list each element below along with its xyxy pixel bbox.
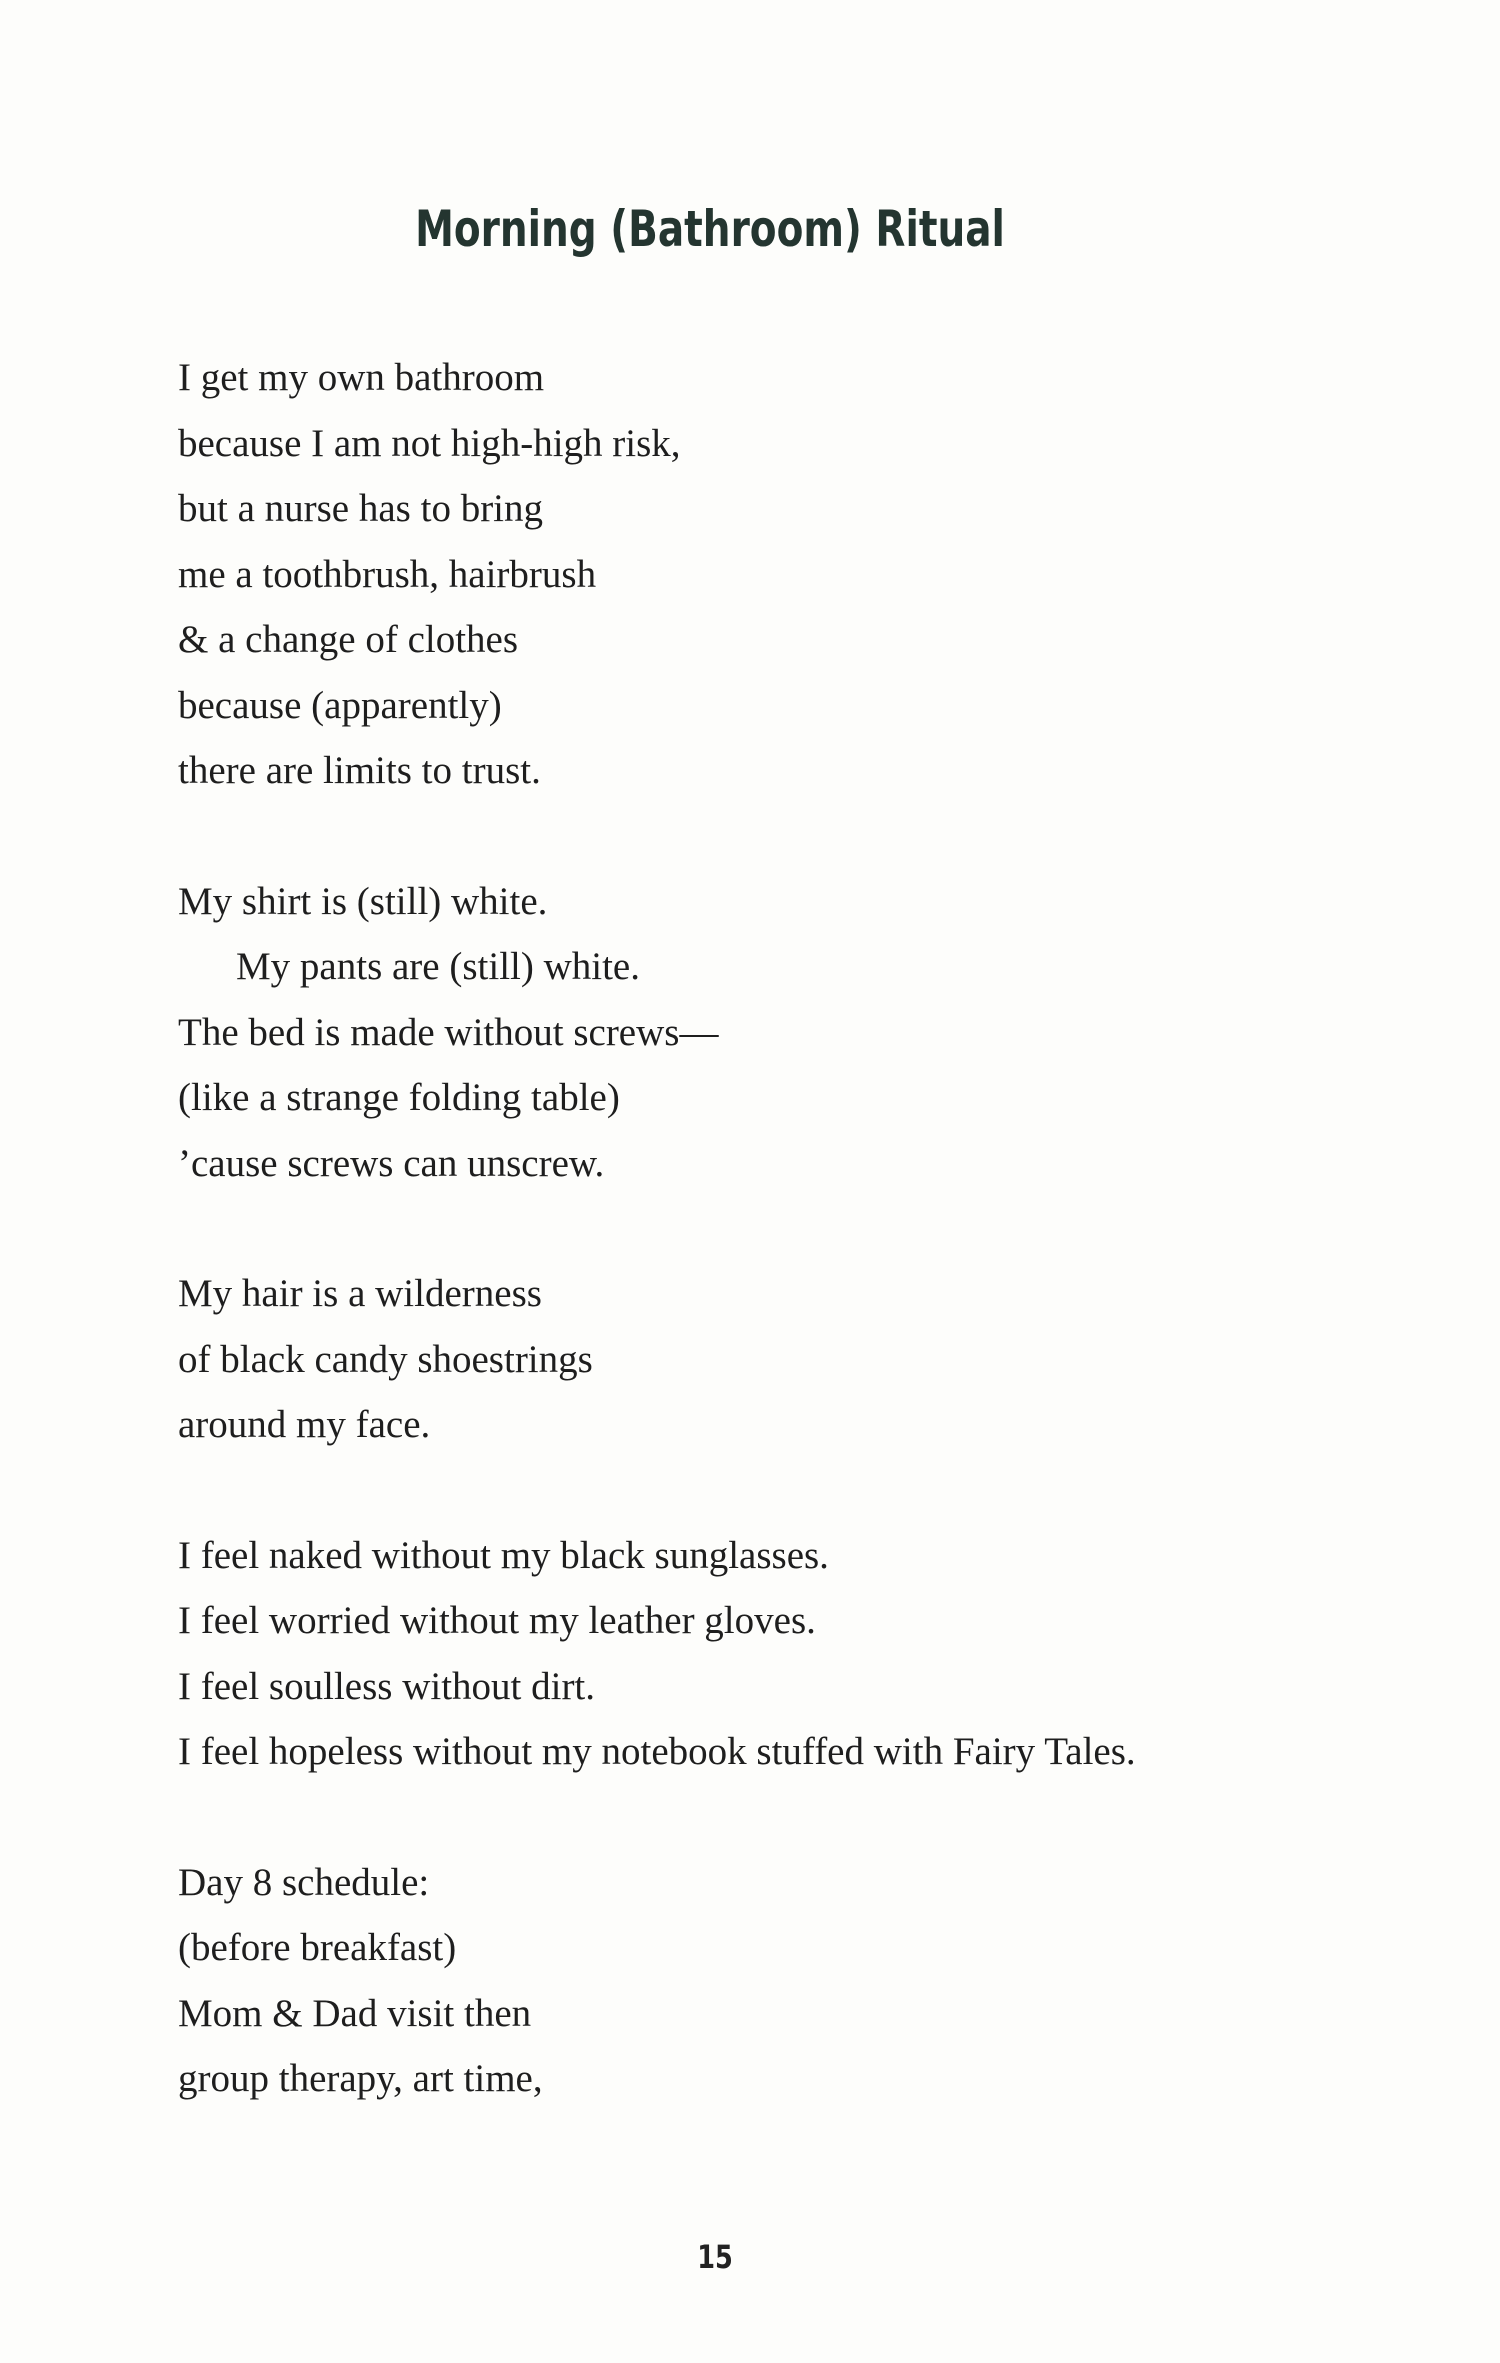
poem-line: group therapy, art time, bbox=[178, 2057, 543, 2100]
poem-line: (like a strange folding table) bbox=[178, 1076, 620, 1119]
poem-line: of black candy shoestrings bbox=[178, 1337, 593, 1381]
stanza bbox=[178, 1523, 1378, 1785]
poem-line: The bed is made without screws— bbox=[178, 1010, 719, 1054]
poem-line: but a nurse has to bring bbox=[178, 487, 544, 530]
poem-line: around my face. bbox=[178, 1403, 431, 1446]
poem-line: I feel worried without my leather gloves. bbox=[178, 1599, 816, 1642]
poem-line: because (apparently) bbox=[178, 683, 502, 727]
poem-line: I get my own bathroom bbox=[178, 356, 545, 399]
poem-line: My pants are (still) white. bbox=[236, 945, 640, 988]
poem-line: because I am not high-high risk, bbox=[178, 421, 681, 465]
poem-line: I feel hopeless without my notebook stuffed with Fairy Tales. bbox=[178, 1730, 1136, 1773]
poem-line: & a change of clothes bbox=[178, 618, 519, 661]
poem-line: I feel soulless without dirt. bbox=[178, 1664, 596, 1708]
poem-line: (before breakfast) bbox=[178, 1926, 457, 1969]
poem-title: Morning (Bathroom) Ritual bbox=[415, 200, 1005, 258]
poem-line: Day 8 schedule: bbox=[178, 1860, 430, 1904]
poem-line: there are limits to trust. bbox=[178, 749, 541, 792]
poem-line: me a toothbrush, hairbrush bbox=[178, 552, 597, 596]
poem-line: My shirt is (still) white. bbox=[178, 879, 548, 923]
poem-line: Mom & Dad visit then bbox=[178, 1991, 532, 2035]
poem-line: My hair is a wilderness bbox=[178, 1272, 542, 1315]
stanza bbox=[178, 1850, 1378, 2112]
page-number: 15 bbox=[697, 2238, 733, 2276]
stanza bbox=[178, 345, 1378, 804]
stanza bbox=[178, 869, 1378, 1197]
poem-line: ’cause screws can unscrew. bbox=[178, 1141, 605, 1185]
poem-line: I feel naked without my black sunglasses. bbox=[178, 1533, 829, 1577]
stanza bbox=[178, 1261, 1378, 1458]
poem-body bbox=[178, 345, 1378, 2177]
